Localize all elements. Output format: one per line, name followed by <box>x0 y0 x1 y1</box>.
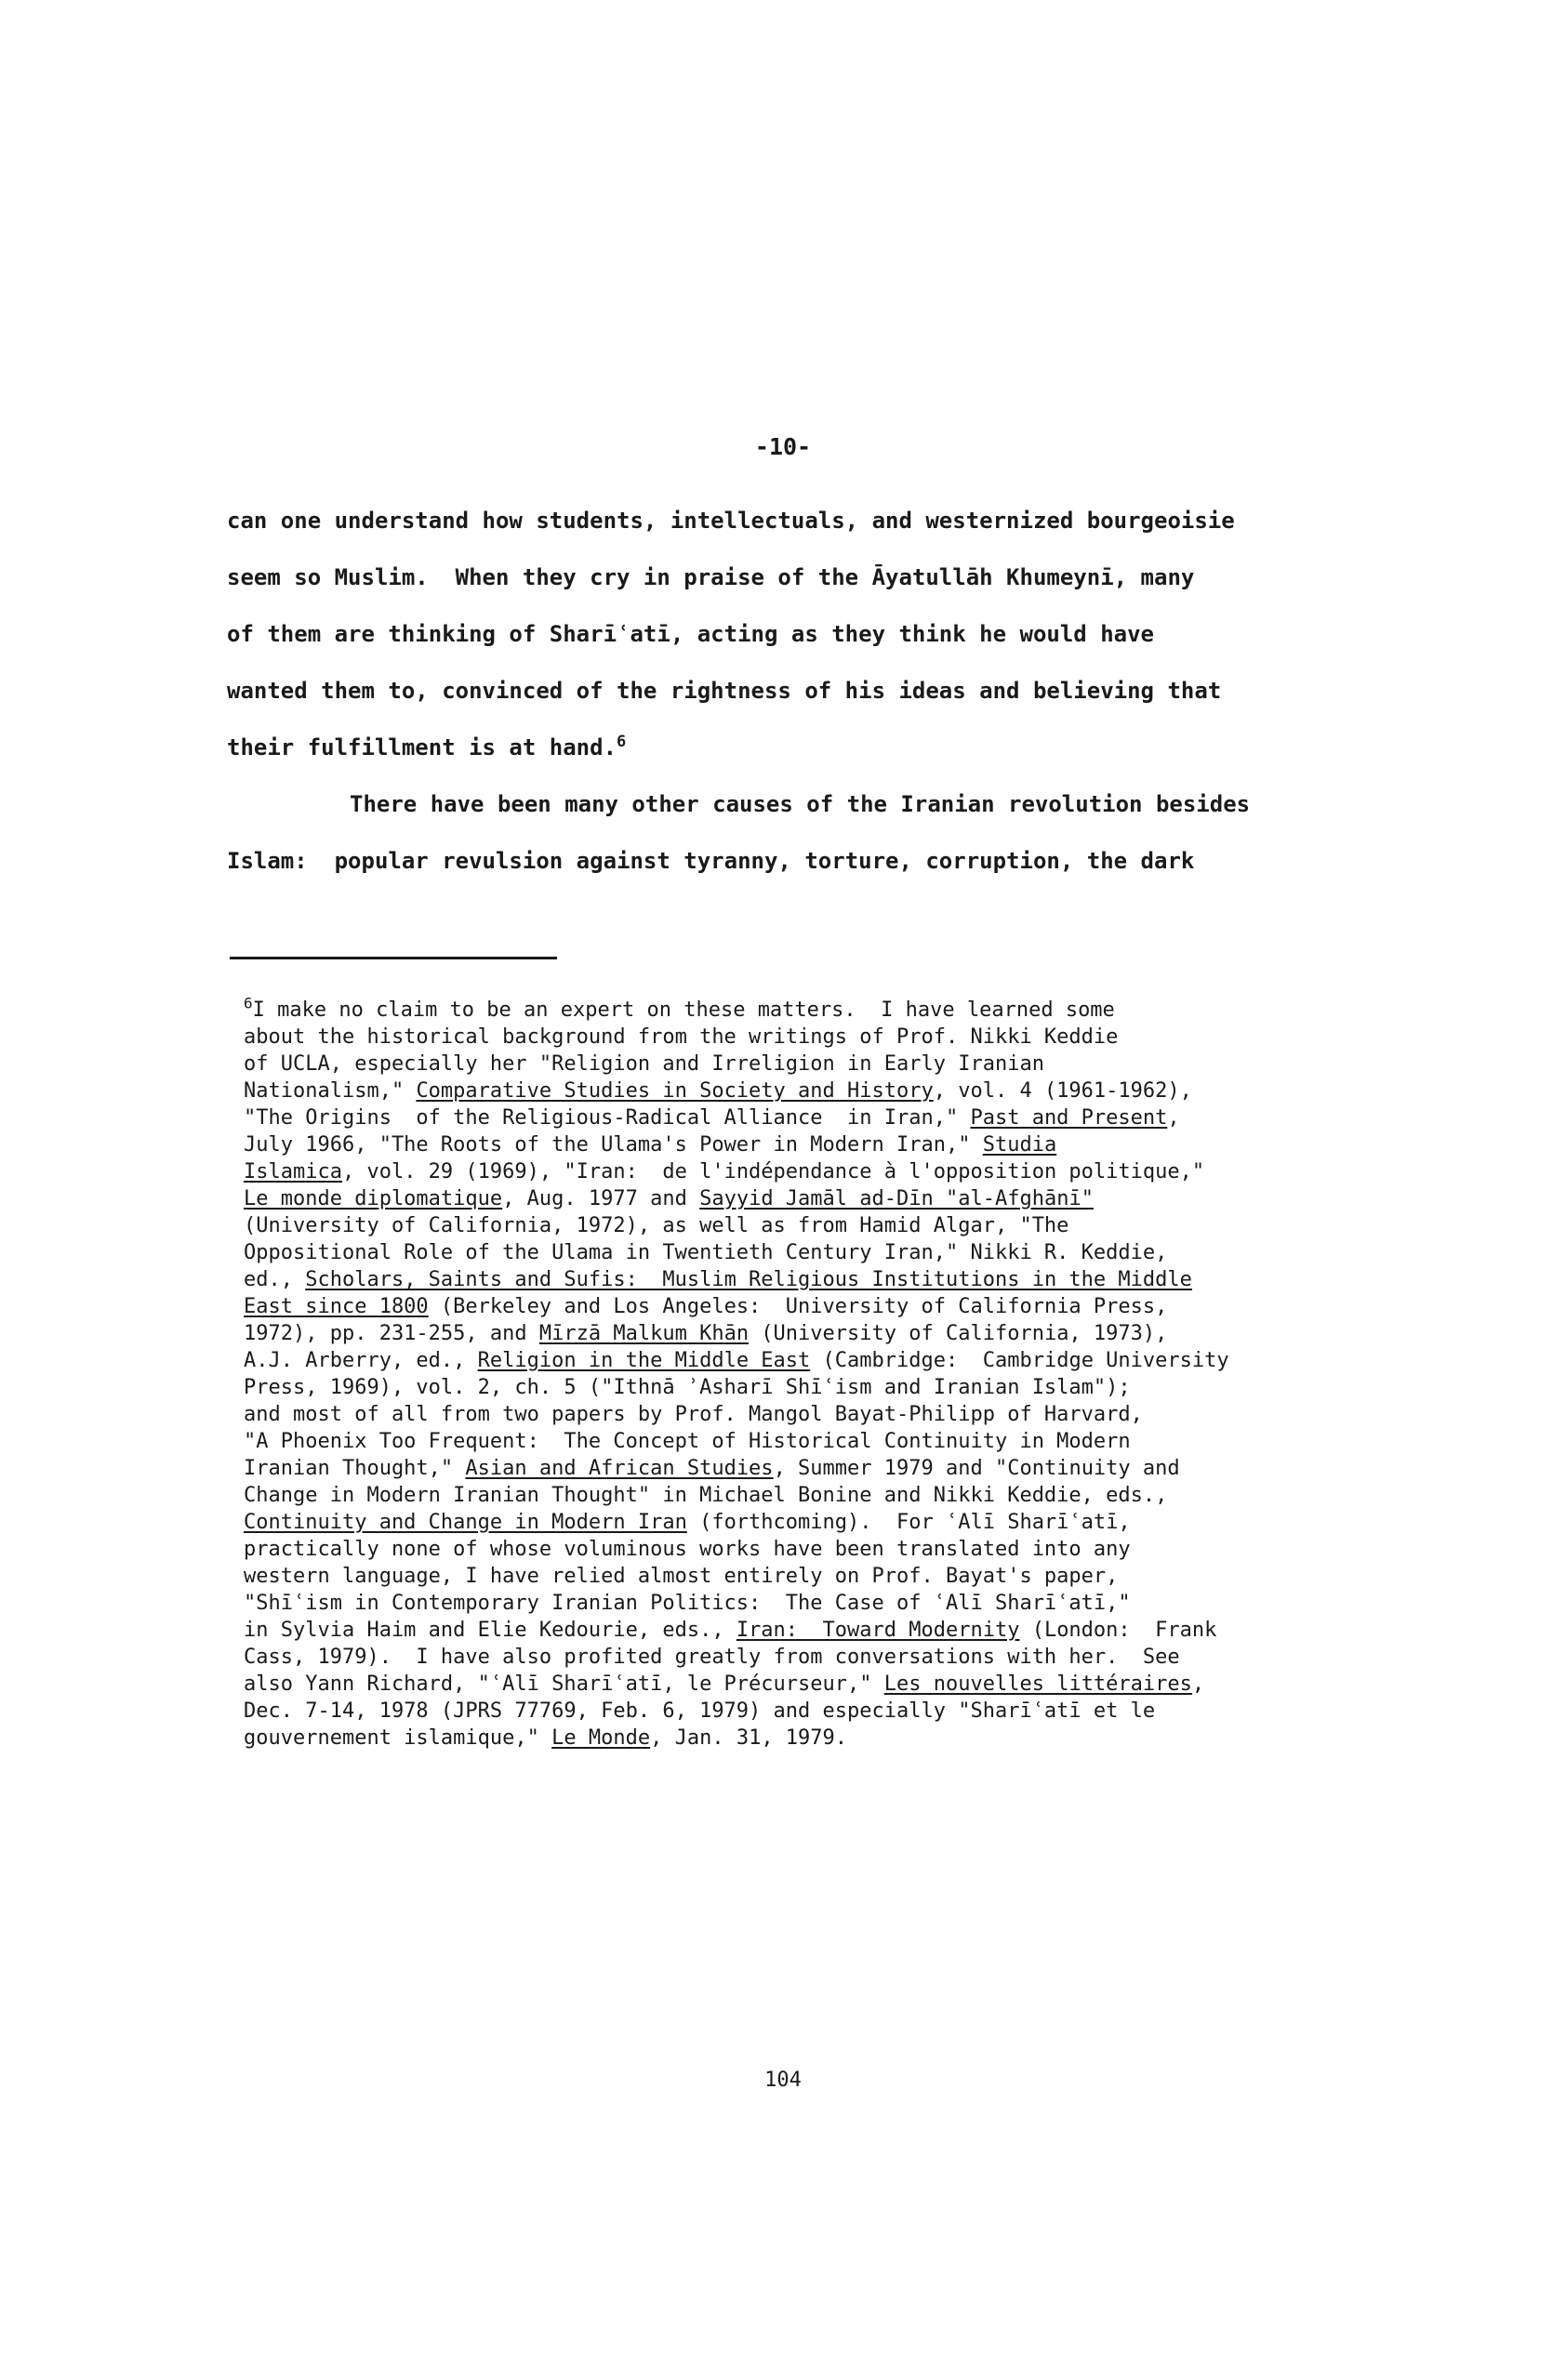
footnote-line: Press, 1969), vol. 2, ch. 5 ("Ithnā ʾAsharī Shīʿism and Iranian Islam"); <box>244 1376 1131 1399</box>
cited-title: Sayyid Jamāl ad-Dīn "al-Afghānī" <box>699 1187 1094 1210</box>
cited-title: Comparative Studies in Society and History <box>416 1079 934 1103</box>
footnote-reference[interactable]: 6 <box>617 733 627 751</box>
footnote-line: Oppositional Role of the Ulama in Twentieth Century Iran," Nikki R. Keddie, <box>244 1241 1168 1264</box>
footnote-line: about the historical background from the writings of Prof. Nikki Keddie <box>244 1025 1119 1049</box>
footnote-line: in Sylvia Haim and Elie Kedourie, eds., Iran: Toward Modernity (London: Frank <box>244 1619 1217 1642</box>
page-header-number: -10- <box>754 433 812 460</box>
body-text <box>227 500 1380 897</box>
footnote-line: "Shīʿism in Contemporary Iranian Politics: The Case of ʿAlī Sharīʿatī," <box>244 1592 1131 1615</box>
footnote-line: Continuity and Change in Modern Iran (forthcoming). For ʿAlī Sharīʿatī, <box>244 1511 1131 1534</box>
page-folio-number: 104 <box>764 2069 802 2092</box>
footnote-line: July 1966, "The Roots of the Ulama's Power in Modern Iran," Studia <box>244 1133 1057 1157</box>
footnote-line: "The Origins of the Religious-Radical Alliance in Iran," Past and Present, <box>244 1106 1180 1130</box>
cited-title: Le Monde <box>551 1726 651 1750</box>
footnote-line: "A Phoenix Too Frequent: The Concept of Historical Continuity in Modern <box>244 1430 1131 1453</box>
body-line: of them are thinking of Sharīʿatī, acting as they think he would have <box>227 621 1154 647</box>
cited-title: Continuity and Change in Modern Iran <box>244 1511 687 1534</box>
footnote-line: Iranian Thought," Asian and African Studies, Summer 1979 and "Continuity and <box>244 1457 1180 1480</box>
footnote-line: ed., Scholars, Saints and Sufis: Muslim Religious Institutions in the Middle <box>244 1268 1192 1291</box>
cited-title: Mīrzā Malkum Khān <box>538 1322 750 1345</box>
body-line: seem so Muslim. When they cry in praise of the Āyatullāh Khumeynī, many <box>227 564 1195 590</box>
footnote-line: Change in Modern Iranian Thought" in Michael Bonine and Nikki Keddie, eds., <box>244 1484 1168 1507</box>
cited-title: Scholars, Saints and Sufis: Muslim Religious Institutions in the Middle <box>305 1268 1192 1291</box>
body-line: can one understand how students, intellectuals, and westernized bourgeoisie <box>227 508 1235 534</box>
cited-title: Islamica <box>244 1160 342 1183</box>
footnote-marker: 6 <box>244 994 253 1012</box>
cited-title: Religion in the Middle East <box>477 1349 811 1372</box>
cited-title: Le monde diplomatique <box>244 1187 503 1210</box>
body-line-text: their fulfillment is at hand. <box>227 734 617 760</box>
cited-title: East since 1800 <box>244 1295 429 1318</box>
footnote-line: and most of all from two papers by Prof. Mangol Bayat-Philipp of Harvard, <box>244 1403 1143 1426</box>
cited-title: Iran: Toward Modernity <box>736 1619 1020 1642</box>
footnote-line: East since 1800 (Berkeley and Los Angeles: University of California Press, <box>244 1295 1168 1318</box>
cited-title: Past and Present <box>970 1106 1168 1130</box>
footnote-line: Nationalism," Comparative Studies in Society and History, vol. 4 (1961-1962), <box>244 1079 1192 1103</box>
cited-title: Asian and African Studies <box>465 1457 774 1480</box>
footnote-line: Cass, 1979). I have also profited greatly from conversations with her. See <box>244 1646 1180 1669</box>
footnote-6 <box>244 994 1415 1752</box>
footnote-line: 1972), pp. 231-255, and Mīrzā Malkum Khān (University of California, 1973), <box>244 1322 1168 1345</box>
footnote-line: (University of California, 1972), as well as from Hamid Algar, "The <box>244 1214 1069 1237</box>
body-line: Islam: popular revulsion against tyranny, torture, corruption, the dark <box>227 848 1195 874</box>
footnote-line: gouvernement islamique," Le Monde, Jan. 31, 1979. <box>244 1726 848 1750</box>
footnote-line: $^6$I make no claim to be an expert on these matters. I have learned some <box>244 994 1115 1022</box>
cited-title: Les nouvelles littéraires <box>883 1673 1192 1696</box>
body-line-with-footnote-ref <box>227 727 1380 784</box>
body-line-paragraph-start: There have been many other causes of the Iranian revolution besides <box>350 791 1251 817</box>
footnote-line: A.J. Arberry, ed., Religion in the Middle East (Cambridge: Cambridge University <box>244 1349 1229 1372</box>
footnote-line: Dec. 7-14, 1978 (JPRS 77769, Feb. 6, 1979) and especially "Sharīʿatī et le <box>244 1699 1156 1723</box>
footnote-line: western language, I have relied almost entirely on Prof. Bayat's paper, <box>244 1565 1119 1588</box>
footnote-line: also Yann Richard, "ʿAlī Sharīʿatī, le Précurseur," Les nouvelles littéraires, <box>244 1673 1205 1696</box>
footnote-separator-rule <box>230 957 557 959</box>
footnote-line: practically none of whose voluminous works have been translated into any <box>244 1538 1131 1561</box>
footnote-line: of UCLA, especially her "Religion and Irreligion in Early Iranian <box>244 1052 1044 1076</box>
footnote-line: Le monde diplomatique, Aug. 1977 and Sayyid Jamāl ad-Dīn "al-Afghānī" <box>244 1187 1094 1210</box>
footnote-line: Islamica, vol. 29 (1969), "Iran: de l'indépendance à l'opposition politique," <box>244 1160 1205 1183</box>
cited-title: Studia <box>982 1133 1057 1157</box>
body-line: wanted them to, convinced of the rightness of his ideas and believing that <box>227 678 1222 704</box>
